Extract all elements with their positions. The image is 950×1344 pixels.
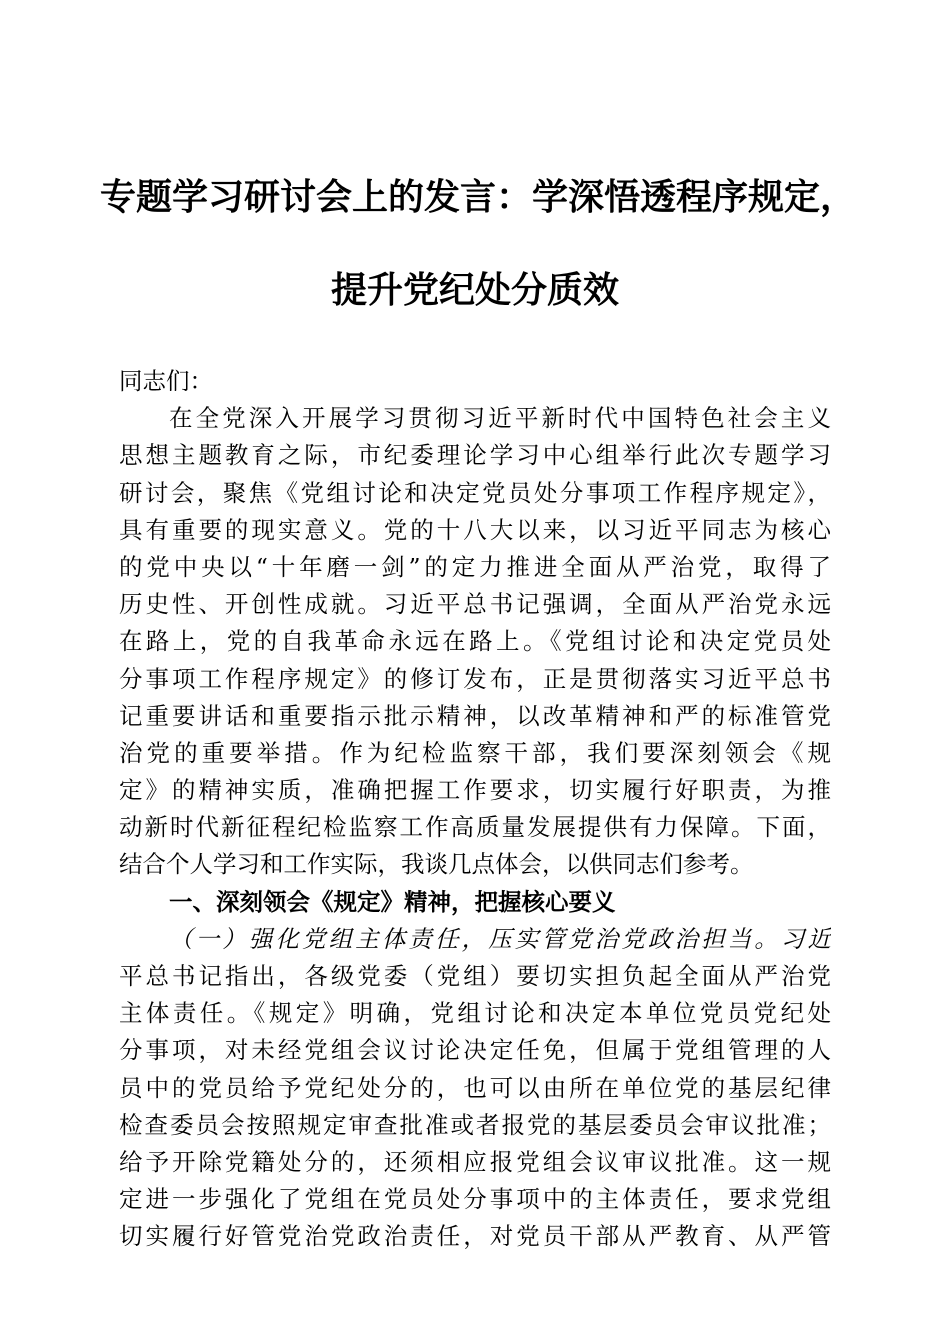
paragraph-line: 分事项，对未经党组会议讨论决定任免，但属于党组管理的人 <box>119 1036 831 1065</box>
paragraph-line: 定》的精神实质，准确把握工作要求，切实履行好职责，为推 <box>119 776 831 805</box>
section-heading: 一、深刻领会《规定》精神，把握核心要义 <box>169 887 616 916</box>
intro-paragraph <box>119 400 831 883</box>
paragraph-line: 治党的重要举措。作为纪检监察干部，我们要深刻领会《规 <box>119 738 831 767</box>
paragraph-line: （一）强化党组主体责任，压实管党治党政治担当。习近 <box>169 924 831 953</box>
paragraph-line: 分事项工作程序规定》的修订发布，正是贯彻落实习近平总书 <box>119 664 831 693</box>
paragraph-line: 历史性、开创性成就。习近平总书记强调，全面从严治党永远 <box>119 590 831 619</box>
paragraph-line: 结合个人学习和工作实际，我谈几点体会，以供同志们参考。 <box>119 850 754 879</box>
paragraph-line: 动新时代新征程纪检监察工作高质量发展提供有力保障。下面， <box>119 813 831 842</box>
document-title-line-2: 提升党纪处分质效 <box>330 269 619 311</box>
paragraph-line: 具有重要的现实意义。党的十八大以来，以习近平同志为核心 <box>119 515 831 544</box>
paragraph-line: 在全党深入开展学习贯彻习近平新时代中国特色社会主义 <box>169 404 831 433</box>
paragraph-line: 记重要讲话和重要指示批示精神，以改革精神和严的标准管党 <box>119 701 831 730</box>
paragraph-line: 定进一步强化了党组在党员处分事项中的主体责任，要求党组 <box>119 1185 831 1214</box>
paragraph-line: 主体责任。《规定》明确，党组讨论和决定本单位党员党纪处 <box>119 999 831 1028</box>
salutation: 同志们： <box>119 367 213 395</box>
paragraph-line: 员中的党员给予党纪处分的，也可以由所在单位党的基层纪律 <box>119 1073 831 1102</box>
paragraph-line: 思想主题教育之际，市纪委理论学习中心组举行此次专题学习 <box>119 441 831 470</box>
paragraph-line: 切实履行好管党治党政治责任，对党员干部从严教育、从严管 <box>119 1222 831 1251</box>
paragraph-line: 平总书记指出，各级党委（党组）要切实担负起全面从严治党 <box>119 962 831 990</box>
document-title-line-1: 专题学习研讨会上的发言：学深悟透程序规定， <box>100 176 857 218</box>
paragraph-line: 在路上，党的自我革命永远在路上。《党组讨论和决定党员处 <box>119 627 831 656</box>
paragraph-line: 研讨会，聚焦《党组讨论和决定党员处分事项工作程序规定》， <box>119 478 831 507</box>
paragraph-line: 给予开除党籍处分的，还须相应报党组会议审议批准。这一规 <box>119 1147 831 1176</box>
paragraph-line: 检查委员会按照规定审查批准或者报党的基层委员会审议批准； <box>119 1110 831 1139</box>
document-body <box>119 363 831 1256</box>
subsection-paragraph <box>119 921 831 1256</box>
paragraph-line: 的党中央以“十年磨一剑”的定力推进全面从严治党，取得了 <box>119 552 831 581</box>
